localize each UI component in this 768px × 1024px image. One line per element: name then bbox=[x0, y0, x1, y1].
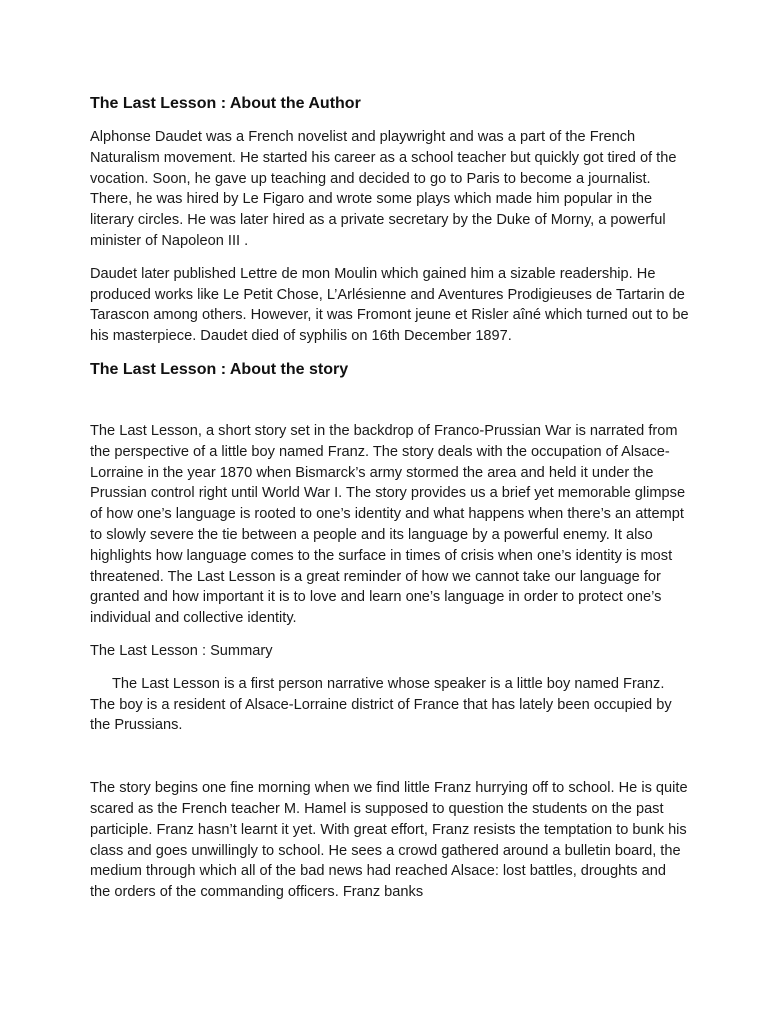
heading-about-author: The Last Lesson : About the Author bbox=[90, 95, 361, 112]
document-page bbox=[90, 93, 690, 903]
summary-label: The Last Lesson : Summary bbox=[90, 642, 273, 659]
story-paragraph: The Last Lesson, a short story set in the backdrop of Franco-Prussian War is narrated from the perspective of a little boy named Franz. The story deals with the occupation of Alsace-Lorraine in the year 1870 when Bismarck’s army stormed the area and held it under the Prussian control right until World War I. The story provides us a brief yet memorable glimpse of how one’s language is rooted to one’s identity and what happens when there’s an attempt to slowly severe the tie between a people and its language by a powerful enemy. It also highlights how language comes to the surface in times of crisis when one’s identity is most threatened. The Last Lesson is a great reminder of how we cannot take our language for granted and how important it is to love and learn one’s language in order to protect one’s individual and collective identity. bbox=[90, 422, 686, 627]
summary-paragraph-2: The story begins one fine morning when we find little Franz hurrying off to school. He is quite scared as the French teacher M. Hamel is supposed to question the students on the past participle. Franz hasn’t learnt it yet. With great effort, Franz resists the temptation to bunk his class and goes unwillingly to school. He sees a crowd gathered around a bulletin board, the medium through which all of the bad news had reached Alsace: lost battles, droughts and the orders of the commanding officers. Franz banks bbox=[90, 780, 688, 901]
summary-paragraph-1: The Last Lesson is a first person narrative whose speaker is a little boy named Franz. The boy is a resident of Alsace-Lorraine district of France that has lately been occupied by the Prussians. bbox=[90, 675, 672, 734]
author-paragraph-2: Daudet later published Lettre de mon Moulin which gained him a sizable readership. He produced works like Le Petit Chose, L’Arlésienne and Aventures Prodigieuses de Tartarin de Tarascon among others. However, it was Fromont jeune et Risler aîné which turned out to be his masterpiece. Daudet died of syphilis on 16th December 1897. bbox=[90, 265, 689, 345]
heading-about-story: The Last Lesson : About the story bbox=[90, 360, 349, 378]
author-paragraph-1: Alphonse Daudet was a French novelist and playwright and was a part of the French Naturalism movement. He started his career as a school teacher but quickly got tired of the vocation. Soon, he gave up teaching and decided to go to Paris to become a journalist. There, he was hired by Le Figaro and wrote some plays which made him popular in the literary circles. He was later hired as a private secretary by the Duke of Morny, a powerful minister of Napoleon III . bbox=[90, 129, 677, 249]
